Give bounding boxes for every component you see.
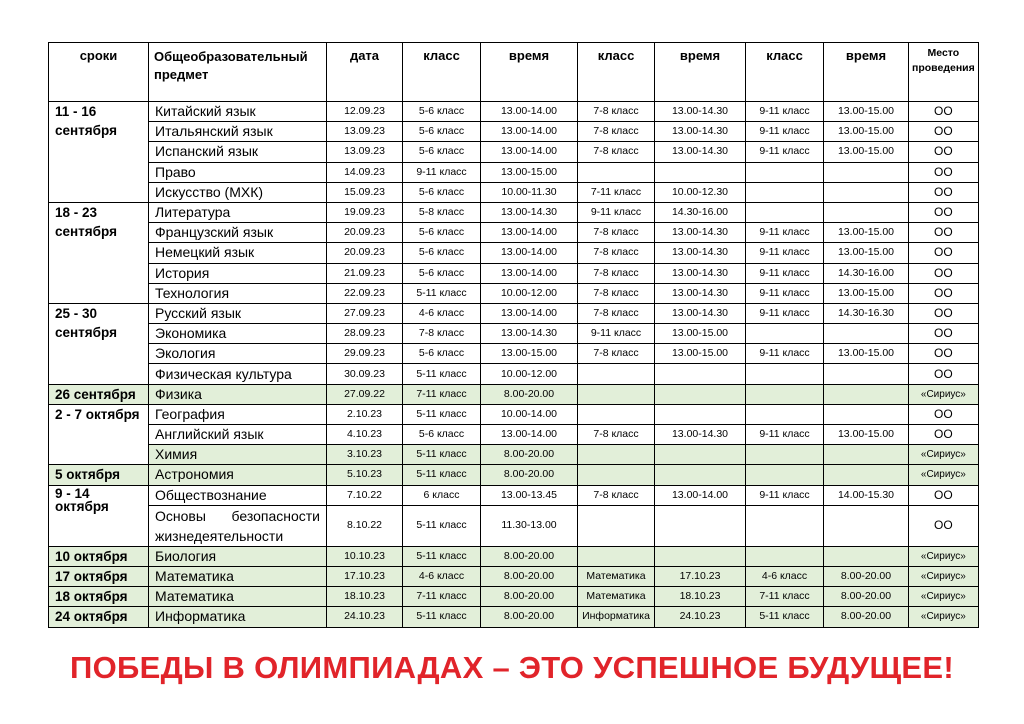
subject-cell: Китайский язык (149, 102, 327, 122)
place-cell: ОО (909, 425, 979, 445)
time2-cell: 13.00-14.00 (655, 485, 746, 505)
time1-cell: 13.00-14.00 (481, 142, 578, 162)
subject-cell: Технология (149, 283, 327, 303)
subject-cell: Информатика (149, 607, 327, 627)
time2-cell: 10.00-12.30 (655, 182, 746, 202)
class2-cell (578, 384, 655, 404)
class3-cell: 9-11 класс (746, 223, 824, 243)
place-cell: ОО (909, 102, 979, 122)
table-row (49, 182, 979, 202)
date-cell: 17.10.23 (327, 566, 403, 586)
table-row (49, 142, 979, 162)
place-cell: ОО (909, 162, 979, 182)
time1-cell: 13.00-14.00 (481, 425, 578, 445)
time2-cell: 17.10.23 (655, 566, 746, 586)
table-row (49, 263, 979, 283)
table-row (49, 223, 979, 243)
place-cell: ОО (909, 182, 979, 202)
class3-cell: 7-11 класс (746, 587, 824, 607)
time1-cell: 13.00-14.00 (481, 263, 578, 283)
period-cell: 24 октября (49, 607, 149, 627)
period-cell: 11 - 16 сентября (49, 102, 149, 203)
date-cell: 10.10.23 (327, 546, 403, 566)
class3-cell: 9-11 класс (746, 283, 824, 303)
class1-cell: 4-6 класс (403, 303, 481, 323)
class3-cell: 9-11 класс (746, 243, 824, 263)
header-row (49, 43, 979, 102)
time1-cell: 8.00-20.00 (481, 384, 578, 404)
table-row (49, 303, 979, 323)
subject-cell: Астрономия (149, 465, 327, 485)
date-cell: 19.09.23 (327, 202, 403, 222)
class3-cell (746, 364, 824, 384)
table-row (49, 404, 979, 424)
header-subject: Общеобразовательный предмет (149, 43, 327, 102)
time2-cell: 13.00-15.00 (655, 344, 746, 364)
time2-cell: 13.00-14.30 (655, 425, 746, 445)
time2-cell: 24.10.23 (655, 607, 746, 627)
table-row (49, 546, 979, 566)
class1-cell: 5-11 класс (403, 283, 481, 303)
olympiad-schedule-table (48, 42, 979, 628)
date-cell: 8.10.22 (327, 505, 403, 546)
table-row (49, 283, 979, 303)
time1-cell: 10.00-12.00 (481, 283, 578, 303)
class1-cell: 7-11 класс (403, 384, 481, 404)
place-cell: ОО (909, 202, 979, 222)
table-row (49, 122, 979, 142)
class1-cell: 5-11 класс (403, 546, 481, 566)
time3-cell: 13.00-15.00 (824, 142, 909, 162)
period-cell: 18 октября (49, 587, 149, 607)
place-cell: «Сириус» (909, 465, 979, 485)
time2-cell: 13.00-14.30 (655, 303, 746, 323)
table-row (49, 202, 979, 222)
place-cell: ОО (909, 243, 979, 263)
slogan-banner: ПОБЕДЫ В ОЛИМПИАДАХ – ЭТО УСПЕШНОЕ БУДУЩЕЕ! (70, 650, 954, 685)
place-cell: ОО (909, 364, 979, 384)
time2-cell: 14.30-16.00 (655, 202, 746, 222)
time3-cell: 13.00-15.00 (824, 102, 909, 122)
time1-cell: 13.00-14.00 (481, 243, 578, 263)
class1-cell: 5-11 класс (403, 364, 481, 384)
table-row (49, 324, 979, 344)
subject-cell: Литература (149, 202, 327, 222)
place-cell: ОО (909, 142, 979, 162)
period-cell: 26 сентября (49, 384, 149, 404)
subject-cell: География (149, 404, 327, 424)
time2-cell (655, 445, 746, 465)
place-cell: ОО (909, 283, 979, 303)
time2-cell: 13.00-15.00 (655, 324, 746, 344)
time1-cell: 10.00-11.30 (481, 182, 578, 202)
time1-cell: 13.00-15.00 (481, 344, 578, 364)
class3-cell: 4-6 класс (746, 566, 824, 586)
header-place: Место проведения (909, 43, 979, 102)
date-cell: 30.09.23 (327, 364, 403, 384)
date-cell: 21.09.23 (327, 263, 403, 283)
time3-cell: 8.00-20.00 (824, 566, 909, 586)
class1-cell: 5-11 класс (403, 607, 481, 627)
subject-cell: Французский язык (149, 223, 327, 243)
date-cell: 3.10.23 (327, 445, 403, 465)
class2-cell: Информатика (578, 607, 655, 627)
time2-cell: 13.00-14.30 (655, 122, 746, 142)
class2-cell: 7-8 класс (578, 485, 655, 505)
class2-cell: 9-11 класс (578, 324, 655, 344)
class1-cell: 4-6 класс (403, 566, 481, 586)
class3-cell (746, 465, 824, 485)
time3-cell: 8.00-20.00 (824, 607, 909, 627)
date-cell: 5.10.23 (327, 465, 403, 485)
time2-cell (655, 465, 746, 485)
header-time-3: время (824, 43, 909, 102)
date-cell: 13.09.23 (327, 122, 403, 142)
time1-cell: 11.30-13.00 (481, 505, 578, 546)
time3-cell (824, 465, 909, 485)
header-date: дата (327, 43, 403, 102)
time3-cell (824, 364, 909, 384)
header-class-2: класс (578, 43, 655, 102)
time1-cell: 13.00-14.00 (481, 102, 578, 122)
table-row (49, 384, 979, 404)
table-row (49, 364, 979, 384)
class1-cell: 7-11 класс (403, 587, 481, 607)
time3-cell (824, 324, 909, 344)
subject-cell: Экология (149, 344, 327, 364)
class1-cell: 5-11 класс (403, 445, 481, 465)
place-cell: ОО (909, 344, 979, 364)
table-row (49, 445, 979, 465)
date-cell: 15.09.23 (327, 182, 403, 202)
class2-cell: 7-8 класс (578, 102, 655, 122)
time3-cell (824, 182, 909, 202)
header-class-1: класс (403, 43, 481, 102)
class2-cell (578, 445, 655, 465)
table-row (49, 505, 979, 546)
class2-cell: 9-11 класс (578, 202, 655, 222)
time2-cell (655, 364, 746, 384)
place-cell: ОО (909, 505, 979, 546)
class2-cell: 7-8 класс (578, 303, 655, 323)
place-cell: «Сириус» (909, 445, 979, 465)
class1-cell: 5-8 класс (403, 202, 481, 222)
class1-cell: 7-8 класс (403, 324, 481, 344)
class1-cell: 5-6 класс (403, 122, 481, 142)
date-cell: 20.09.23 (327, 223, 403, 243)
header-time-1: время (481, 43, 578, 102)
time2-cell (655, 546, 746, 566)
subject-cell: Немецкий язык (149, 243, 327, 263)
place-cell: «Сириус» (909, 587, 979, 607)
subject-cell: Химия (149, 445, 327, 465)
table-row (49, 485, 979, 505)
table-row (49, 425, 979, 445)
time1-cell: 8.00-20.00 (481, 607, 578, 627)
time2-cell: 13.00-14.30 (655, 102, 746, 122)
place-cell: ОО (909, 404, 979, 424)
time3-cell (824, 404, 909, 424)
class1-cell: 5-11 класс (403, 404, 481, 424)
header-period: сроки (49, 43, 149, 102)
date-cell: 27.09.22 (327, 384, 403, 404)
time3-cell (824, 202, 909, 222)
class1-cell: 6 класс (403, 485, 481, 505)
date-cell: 22.09.23 (327, 283, 403, 303)
time3-cell: 14.00-15.30 (824, 485, 909, 505)
period-cell: 17 октября (49, 566, 149, 586)
class2-cell: 7-8 класс (578, 243, 655, 263)
place-cell: ОО (909, 263, 979, 283)
place-cell: ОО (909, 122, 979, 142)
time3-cell (824, 384, 909, 404)
time2-cell: 13.00-14.30 (655, 283, 746, 303)
time1-cell: 13.00-14.00 (481, 223, 578, 243)
time3-cell: 13.00-15.00 (824, 425, 909, 445)
class3-cell: 9-11 класс (746, 102, 824, 122)
header-class-3: класс (746, 43, 824, 102)
subject-cell: Математика (149, 587, 327, 607)
time1-cell: 8.00-20.00 (481, 587, 578, 607)
table-row (49, 243, 979, 263)
class3-cell (746, 182, 824, 202)
time2-cell (655, 162, 746, 182)
class2-cell (578, 162, 655, 182)
date-cell: 2.10.23 (327, 404, 403, 424)
time3-cell: 8.00-20.00 (824, 587, 909, 607)
subject-cell: Искусство (МХК) (149, 182, 327, 202)
date-cell: 24.10.23 (327, 607, 403, 627)
subject-cell: Основы безопасности жизнедеятельности (149, 505, 327, 546)
class3-cell (746, 202, 824, 222)
date-cell: 27.09.23 (327, 303, 403, 323)
place-cell: «Сириус» (909, 607, 979, 627)
class1-cell: 9-11 класс (403, 162, 481, 182)
table-row (49, 566, 979, 586)
date-cell: 18.10.23 (327, 587, 403, 607)
class2-cell: 7-8 класс (578, 425, 655, 445)
time2-cell: 13.00-14.30 (655, 243, 746, 263)
class3-cell (746, 546, 824, 566)
place-cell: ОО (909, 485, 979, 505)
time1-cell: 13.00-15.00 (481, 162, 578, 182)
date-cell: 20.09.23 (327, 243, 403, 263)
time1-cell: 8.00-20.00 (481, 546, 578, 566)
class1-cell: 5-6 класс (403, 425, 481, 445)
time2-cell (655, 404, 746, 424)
class2-cell: 7-11 класс (578, 182, 655, 202)
time3-cell: 13.00-15.00 (824, 223, 909, 243)
table-row (49, 465, 979, 485)
class1-cell: 5-11 класс (403, 505, 481, 546)
class3-cell: 9-11 класс (746, 485, 824, 505)
place-cell: «Сириус» (909, 566, 979, 586)
subject-cell: Русский язык (149, 303, 327, 323)
subject-cell: Экономика (149, 324, 327, 344)
table-row (49, 344, 979, 364)
class1-cell: 5-11 класс (403, 465, 481, 485)
class2-cell (578, 364, 655, 384)
class1-cell: 5-6 класс (403, 102, 481, 122)
class2-cell: 7-8 класс (578, 263, 655, 283)
date-cell: 28.09.23 (327, 324, 403, 344)
time1-cell: 10.00-12.00 (481, 364, 578, 384)
class3-cell: 9-11 класс (746, 425, 824, 445)
subject-cell: Математика (149, 566, 327, 586)
date-cell: 7.10.22 (327, 485, 403, 505)
place-cell: «Сириус» (909, 384, 979, 404)
period-cell: 9 - 14 октября (49, 485, 149, 546)
time3-cell: 13.00-15.00 (824, 344, 909, 364)
period-cell: 10 октября (49, 546, 149, 566)
time2-cell: 13.00-14.30 (655, 142, 746, 162)
time2-cell: 13.00-14.30 (655, 263, 746, 283)
period-cell: 25 - 30 сентября (49, 303, 149, 384)
class2-cell: 7-8 класс (578, 223, 655, 243)
time1-cell: 13.00-14.30 (481, 202, 578, 222)
class3-cell (746, 404, 824, 424)
place-cell: ОО (909, 324, 979, 344)
time3-cell: 13.00-15.00 (824, 243, 909, 263)
class2-cell (578, 465, 655, 485)
class1-cell: 5-6 класс (403, 344, 481, 364)
class1-cell: 5-6 класс (403, 182, 481, 202)
table-row (49, 102, 979, 122)
class3-cell (746, 445, 824, 465)
time1-cell: 13.00-14.00 (481, 122, 578, 142)
class2-cell: Математика (578, 587, 655, 607)
period-cell: 18 - 23 сентября (49, 202, 149, 303)
class3-cell: 9-11 класс (746, 303, 824, 323)
time3-cell: 14.30-16.00 (824, 263, 909, 283)
date-cell: 12.09.23 (327, 102, 403, 122)
time2-cell (655, 384, 746, 404)
time2-cell (655, 505, 746, 546)
class2-cell: 7-8 класс (578, 283, 655, 303)
subject-cell: Итальянский язык (149, 122, 327, 142)
class2-cell: 7-8 класс (578, 142, 655, 162)
subject-cell: Физическая культура (149, 364, 327, 384)
time1-cell: 13.00-14.00 (481, 303, 578, 323)
class2-cell: 7-8 класс (578, 344, 655, 364)
class3-cell: 9-11 класс (746, 344, 824, 364)
period-cell: 5 октября (49, 465, 149, 485)
time3-cell (824, 505, 909, 546)
time1-cell: 13.00-14.30 (481, 324, 578, 344)
date-cell: 4.10.23 (327, 425, 403, 445)
time1-cell: 13.00-13.45 (481, 485, 578, 505)
date-cell: 29.09.23 (327, 344, 403, 364)
subject-cell: Биология (149, 546, 327, 566)
date-cell: 13.09.23 (327, 142, 403, 162)
period-cell: 2 - 7 октября (49, 404, 149, 465)
time3-cell: 14.30-16.30 (824, 303, 909, 323)
subject-cell: История (149, 263, 327, 283)
class2-cell: 7-8 класс (578, 122, 655, 142)
class2-cell (578, 505, 655, 546)
time3-cell: 13.00-15.00 (824, 122, 909, 142)
time3-cell: 13.00-15.00 (824, 283, 909, 303)
schedule-body (49, 102, 979, 628)
class3-cell: 5-11 класс (746, 607, 824, 627)
class1-cell: 5-6 класс (403, 243, 481, 263)
subject-cell: Английский язык (149, 425, 327, 445)
time1-cell: 10.00-14.00 (481, 404, 578, 424)
class3-cell: 9-11 класс (746, 142, 824, 162)
time3-cell (824, 162, 909, 182)
place-cell: «Сириус» (909, 546, 979, 566)
header-time-2: время (655, 43, 746, 102)
class1-cell: 5-6 класс (403, 223, 481, 243)
table-row (49, 162, 979, 182)
class1-cell: 5-6 класс (403, 263, 481, 283)
place-cell: ОО (909, 223, 979, 243)
time1-cell: 8.00-20.00 (481, 445, 578, 465)
time1-cell: 8.00-20.00 (481, 465, 578, 485)
subject-cell: Право (149, 162, 327, 182)
class2-cell (578, 546, 655, 566)
subject-cell: Физика (149, 384, 327, 404)
time1-cell: 8.00-20.00 (481, 566, 578, 586)
class2-cell (578, 404, 655, 424)
class1-cell: 5-6 класс (403, 142, 481, 162)
class3-cell: 9-11 класс (746, 122, 824, 142)
place-cell: ОО (909, 303, 979, 323)
time2-cell: 13.00-14.30 (655, 223, 746, 243)
subject-cell: Испанский язык (149, 142, 327, 162)
class3-cell (746, 505, 824, 546)
time3-cell (824, 445, 909, 465)
time2-cell: 18.10.23 (655, 587, 746, 607)
date-cell: 14.09.23 (327, 162, 403, 182)
time3-cell (824, 546, 909, 566)
class3-cell: 9-11 класс (746, 263, 824, 283)
subject-cell: Обществознание (149, 485, 327, 505)
table-row (49, 607, 979, 627)
class3-cell (746, 384, 824, 404)
table-row (49, 587, 979, 607)
class2-cell: Математика (578, 566, 655, 586)
class3-cell (746, 162, 824, 182)
class3-cell (746, 324, 824, 344)
